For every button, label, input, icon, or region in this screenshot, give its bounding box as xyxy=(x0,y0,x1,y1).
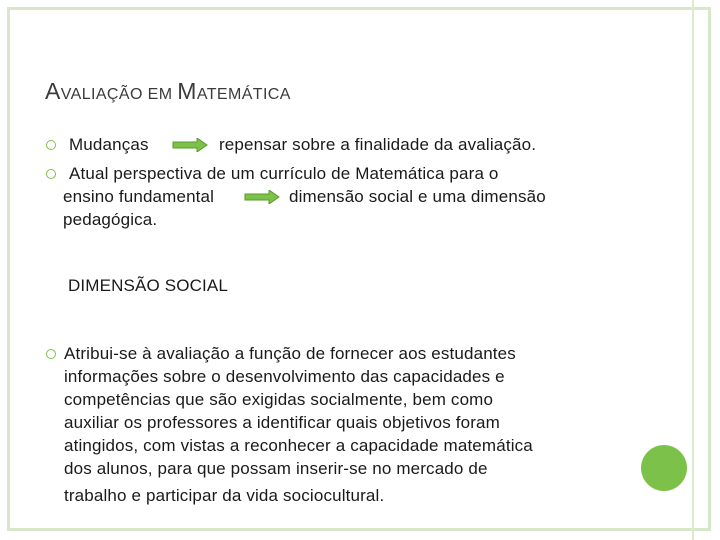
decorative-green-circle xyxy=(641,445,687,491)
bullet-2-line-2a: ensino fundamental xyxy=(63,187,215,206)
bullet-2-line-1: Atual perspectiva de um currículo de Matemática para o xyxy=(69,164,499,183)
decorative-vertical-line xyxy=(692,0,694,540)
bullet-1-text-a: Mudanças xyxy=(69,135,149,154)
right-arrow-icon xyxy=(244,190,280,204)
bullet-icon xyxy=(46,169,56,179)
paragraph-line: Atribui-se à avaliação a função de fornecer aos estudantes xyxy=(64,344,516,363)
title-initial-a: A xyxy=(45,78,61,104)
bullet-2-line-2b: dimensão social e uma dimensão xyxy=(289,187,546,206)
paragraph-line: trabalho e participar da vida sociocultural. xyxy=(64,486,385,505)
title-word-matematica: ATEMÁTICA xyxy=(196,86,291,103)
bullet-2-line-3: pedagógica. xyxy=(63,210,158,229)
right-arrow-icon xyxy=(172,138,208,152)
bullet-1-text-b: repensar sobre a finalidade da avaliação. xyxy=(219,135,537,154)
paragraph-line: competências que são exigidas socialmente, bem como xyxy=(64,390,494,409)
bullet-icon xyxy=(46,349,56,359)
title-word-avaliacao: VALIAÇÃO EM xyxy=(60,86,178,103)
title-initial-m: M xyxy=(177,78,197,104)
paragraph-line: dos alunos, para que possam inserir-se no mercado de xyxy=(64,459,488,478)
bullet-icon xyxy=(46,140,56,150)
paragraph-line: atingidos, com vistas a reconhecer a capacidade matemática xyxy=(64,436,533,455)
section-heading: DIMENSÃO SOCIAL xyxy=(68,276,229,295)
paragraph-line: informações sobre o desenvolvimento das capacidades e xyxy=(64,367,505,386)
slide-title xyxy=(45,78,291,105)
paragraph-line: auxiliar os professores a identificar quais objetivos foram xyxy=(64,413,500,432)
